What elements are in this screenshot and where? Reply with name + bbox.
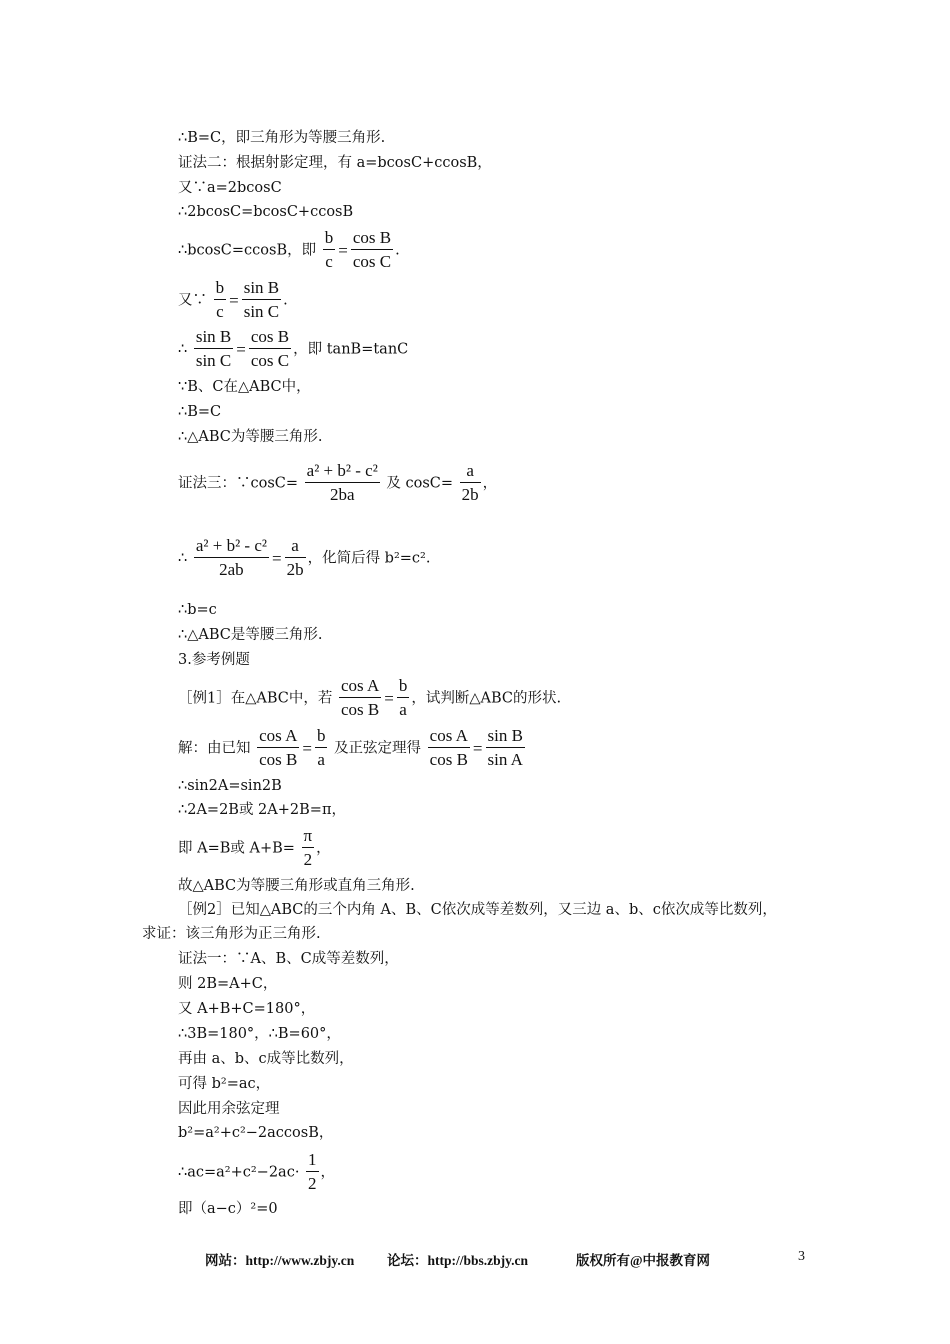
formula-line — [178, 825, 331, 872]
formula-line — [178, 460, 497, 507]
text-line: 证法二：根据射影定理，有 a=bcosC+ccosB， — [178, 155, 492, 171]
fraction — [351, 227, 393, 274]
fraction — [397, 675, 410, 722]
line-text: ， — [320, 1164, 336, 1181]
text-line: 又 A+B+C=180°， — [178, 1001, 316, 1017]
denominator: cos C — [352, 252, 392, 271]
fraction — [339, 675, 381, 722]
text-line: 则 2B=A+C， — [178, 976, 278, 992]
line-text: ， — [316, 840, 331, 857]
formula-line — [178, 326, 408, 373]
footer-forum-link[interactable]: 论坛：http://bbs.zbjy.cn — [387, 1253, 529, 1268]
text-line: 可得 b²=ac， — [178, 1076, 271, 1092]
line-text: 又∵ — [178, 292, 207, 309]
numerator: π — [302, 825, 315, 848]
numerator: b — [214, 277, 227, 300]
line-text: ∴ac=a²+c²−2ac· — [178, 1164, 300, 1181]
line-text: ［例1］在△ABC中，若 — [178, 690, 333, 707]
fraction — [460, 460, 481, 507]
fraction — [242, 277, 281, 324]
denominator: 2ba — [329, 485, 355, 504]
text-line: ∴2A=2B或 2A+2B=π， — [178, 802, 346, 818]
text-line: ∵B、C在△ABC中， — [178, 379, 311, 395]
formula-line — [178, 675, 561, 722]
denominator: a — [317, 750, 325, 769]
numerator: sin B — [194, 326, 233, 349]
text-line: b²=a²+c²−2accosB， — [178, 1125, 334, 1141]
text-line: 3.参考例题 — [178, 652, 250, 668]
numerator: cos B — [351, 227, 393, 250]
numerator: a — [460, 460, 481, 483]
line-text: 即 A=B或 A+B= — [178, 840, 295, 857]
line-text: . — [395, 242, 400, 259]
text-line: ∴△ABC是等腰三角形. — [178, 627, 323, 643]
numerator: cos B — [249, 326, 291, 349]
line-text: ，试判断△ABC的形状. — [411, 690, 562, 707]
text-line: ∴B=C — [178, 404, 222, 420]
denominator: c — [325, 252, 333, 271]
line-text: ， — [482, 475, 498, 492]
line-text: 及 cosC= — [386, 475, 454, 492]
line-text: 证法三：∵cosC= — [178, 475, 299, 492]
text-line: ∴sin2A=sin2B — [178, 778, 282, 794]
denominator: cos B — [259, 750, 298, 769]
numerator: cos A — [339, 675, 381, 698]
text-line: 再由 a、b、c成等比数列， — [178, 1051, 354, 1067]
denominator: sin C — [243, 302, 280, 321]
fraction — [428, 725, 470, 772]
line-text: ∴ — [178, 341, 188, 358]
fraction — [194, 326, 233, 373]
denominator: cos B — [429, 750, 468, 769]
denominator: 2b — [461, 485, 479, 504]
numerator: cos A — [428, 725, 470, 748]
denominator: cos B — [340, 700, 380, 719]
text-line: 因此用余弦定理 — [178, 1101, 280, 1117]
page-number: 3 — [798, 1249, 805, 1264]
fraction — [486, 725, 525, 772]
footer-copyright: 版权所有@中报教育网 — [576, 1253, 711, 1268]
fraction — [306, 1149, 319, 1196]
text-line: ∴2bcosC=bcosC+ccosB — [178, 204, 354, 220]
equals-sign: = — [338, 240, 348, 260]
text-line: 即（a−c）²=0 — [178, 1201, 278, 1217]
formula-line — [178, 227, 400, 274]
numerator: b — [315, 725, 328, 748]
equals-sign: = — [229, 290, 239, 310]
text-line: 证法一：∵A、B、C成等差数列， — [178, 951, 399, 967]
fraction — [214, 277, 227, 324]
fraction — [323, 227, 336, 274]
text-line: 求证：该三角形为正三角形. — [142, 926, 321, 942]
footer-website-link[interactable]: 网站：http://www.zbjy.cn — [205, 1253, 355, 1268]
equals-sign: = — [271, 548, 282, 568]
numerator: sin B — [242, 277, 281, 300]
text-line: ∴b=c — [178, 602, 217, 618]
numerator: cos A — [257, 725, 299, 748]
line-text: . — [283, 292, 288, 309]
fraction — [285, 535, 306, 582]
fraction — [249, 326, 291, 373]
line-text: ，化简后得 b²=c². — [307, 550, 431, 567]
line-text: ∴bcosC=ccosB，即 — [178, 242, 317, 259]
numerator: sin B — [486, 725, 525, 748]
numerator: a² + b² - c² — [305, 460, 380, 483]
text-line: 又∵a=2bcosC — [178, 180, 282, 196]
fraction — [194, 535, 269, 582]
denominator: sin A — [487, 750, 523, 769]
numerator: 1 — [306, 1149, 319, 1172]
line-text: ∴ — [178, 550, 188, 567]
text-line: ∴3B=180°，∴B=60°， — [178, 1026, 341, 1042]
text-line: ∴△ABC为等腰三角形. — [178, 429, 323, 445]
denominator: a — [399, 700, 407, 719]
denominator: cos C — [250, 351, 290, 370]
denominator: 2b — [286, 560, 304, 579]
fraction — [302, 825, 315, 872]
fraction — [257, 725, 299, 772]
numerator: b — [323, 227, 336, 250]
equals-sign: = — [236, 339, 246, 359]
denominator: 2 — [308, 1174, 317, 1193]
line-text: 解：由已知 — [178, 740, 251, 757]
equals-sign: = — [472, 738, 483, 758]
text-line: 故△ABC为等腰三角形或直角三角形. — [178, 878, 415, 894]
text-line: ［例2］已知△ABC的三个内角 A、B、C依次成等差数列，又三边 a、b、c依次成等比数列， — [178, 902, 777, 918]
numerator: a² + b² - c² — [194, 535, 269, 558]
text-line: ∴B=C，即三角形为等腰三角形. — [178, 130, 386, 146]
formula-line — [178, 725, 527, 772]
fraction — [305, 460, 380, 507]
denominator: c — [216, 302, 224, 321]
line-text: 及正弦定理得 — [334, 740, 422, 757]
fraction — [315, 725, 328, 772]
equals-sign: = — [384, 688, 394, 708]
formula-line — [178, 535, 430, 582]
numerator: a — [285, 535, 306, 558]
formula-line — [178, 1149, 335, 1196]
equals-sign: = — [302, 738, 312, 758]
denominator: 2ab — [219, 560, 244, 579]
denominator: 2 — [303, 850, 313, 869]
numerator: b — [397, 675, 410, 698]
formula-line — [178, 277, 288, 324]
denominator: sin C — [195, 351, 232, 370]
line-text: ，即 tanB=tanC — [293, 341, 409, 358]
